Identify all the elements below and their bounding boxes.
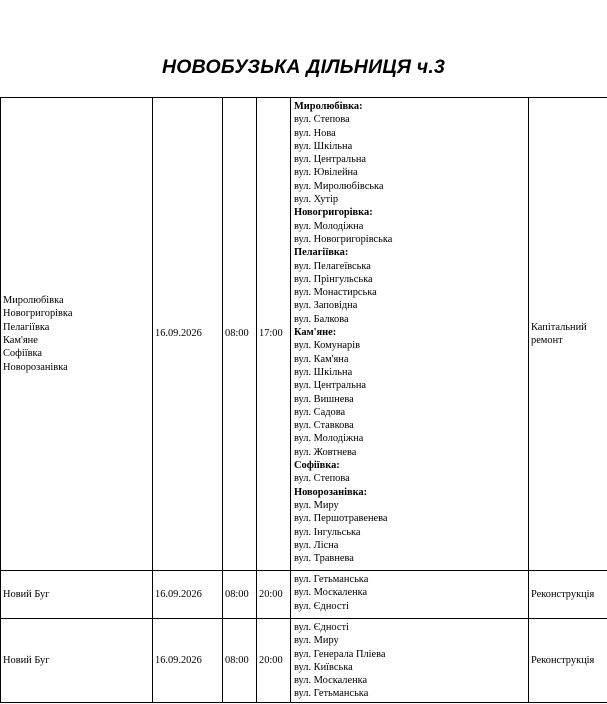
settlements-cell [1, 571, 153, 619]
settlement-name: Новий Буг [3, 654, 50, 666]
street-name: вул. Заповідна [294, 300, 358, 312]
street-name: вул. Миролюбівська [294, 180, 384, 192]
street-name: вул. Москаленка [294, 675, 368, 687]
table-row [1, 571, 607, 619]
start-time-cell: 08:00 [223, 98, 257, 571]
street-name: вул. Балкова [294, 313, 349, 325]
street-name: вул. Вишнева [294, 393, 354, 405]
end-time-cell: 20:00 [257, 571, 291, 619]
street-name: вул. Миру [294, 499, 339, 511]
street-name: вул. Шкільна [294, 140, 353, 152]
street-name: вул. Генерала Пліева [294, 648, 386, 660]
settlement-group-heading: Миролюбівка: [294, 101, 363, 112]
street-name: вул. Нова [294, 127, 336, 139]
table-row [1, 619, 607, 703]
street-name: вул. Степова [294, 114, 350, 126]
page-title: НОВОБУЗЬКА ДІЛЬНИЦЯ ч.3 [162, 56, 445, 78]
street-name: вул. Єдності [294, 600, 349, 612]
street-name: вул. Шкільна [294, 366, 353, 378]
settlement-name: Новий Буг [3, 588, 50, 600]
start-time-cell: 08:00 [223, 571, 257, 619]
street-name: вул. Центральна [294, 154, 367, 166]
date-cell: 16.09.2026 [153, 98, 223, 571]
streets-cell [291, 571, 529, 619]
street-name: вул. Кам'яна [294, 353, 349, 365]
street-name: вул. Хутір [294, 194, 339, 206]
street-name: вул. Садова [294, 406, 346, 418]
settlement-name: Новогригорівка [3, 308, 73, 320]
street-name: вул. Комунарів [294, 340, 361, 352]
street-name: вул. Молодіжна [294, 220, 364, 232]
street-name: вул. Київська [294, 661, 353, 673]
street-name: вул. Першотравенева [294, 513, 388, 525]
streets-cell [291, 619, 529, 703]
end-time-cell: 17:00 [257, 98, 291, 571]
settlements-cell [1, 98, 153, 571]
street-name: вул. Єдності [294, 622, 349, 633]
street-name: вул. Новогригорівська [294, 233, 393, 245]
settlement-name: Кам'яне [3, 335, 38, 346]
settlement-group-heading: Кам'яне: [294, 327, 337, 339]
start-time-cell: 08:00 [223, 619, 257, 703]
settlement-name: Миролюбівка [3, 295, 64, 307]
street-name: вул. Травнева [294, 553, 354, 565]
outage-schedule-table [0, 97, 607, 703]
street-name: вул. Жовтнева [294, 446, 357, 458]
settlements-cell [1, 619, 153, 703]
street-name: вул. Степова [294, 473, 350, 485]
street-name: вул. Молодіжна [294, 433, 364, 445]
end-time-cell: 20:00 [257, 619, 291, 703]
date-cell: 16.09.2026 [153, 571, 223, 619]
settlement-name: Пелагіївка [3, 321, 50, 333]
street-name: вул. Прінгульська [294, 273, 373, 285]
street-name: вул. Ставкова [294, 420, 354, 432]
street-name: вул. Москаленка [294, 587, 368, 599]
street-name: вул. Інгульська [294, 526, 361, 538]
reason-cell: Реконструкція [529, 571, 607, 619]
table-body [1, 98, 607, 703]
settlement-group-heading: Пелагіївка: [294, 247, 349, 259]
reason-cell: Капітальний ремонт [529, 98, 607, 571]
street-name: вул. Лісна [294, 539, 339, 551]
street-name: вул. Гетьманська [294, 688, 369, 700]
street-name: вул. Пелагеївська [294, 260, 371, 272]
streets-cell [291, 98, 529, 571]
street-name: вул. Центральна [294, 380, 367, 392]
street-name: вул. Гетьманська [294, 574, 369, 585]
settlement-group-heading: Новорозанівка: [294, 486, 368, 498]
date-cell: 16.09.2026 [153, 619, 223, 703]
street-name: вул. Монастирська [294, 287, 377, 299]
settlement-name: Софіївка [3, 348, 43, 360]
settlement-group-heading: Софіївка: [294, 460, 340, 472]
table-row [1, 98, 607, 571]
street-name: вул. Миру [294, 635, 339, 647]
street-name: вул. Ювілейна [294, 167, 358, 179]
reason-cell: Реконструкція [529, 619, 607, 703]
settlement-name: Новорозанівка [3, 361, 68, 373]
settlement-group-heading: Новогригорівка: [294, 207, 373, 219]
